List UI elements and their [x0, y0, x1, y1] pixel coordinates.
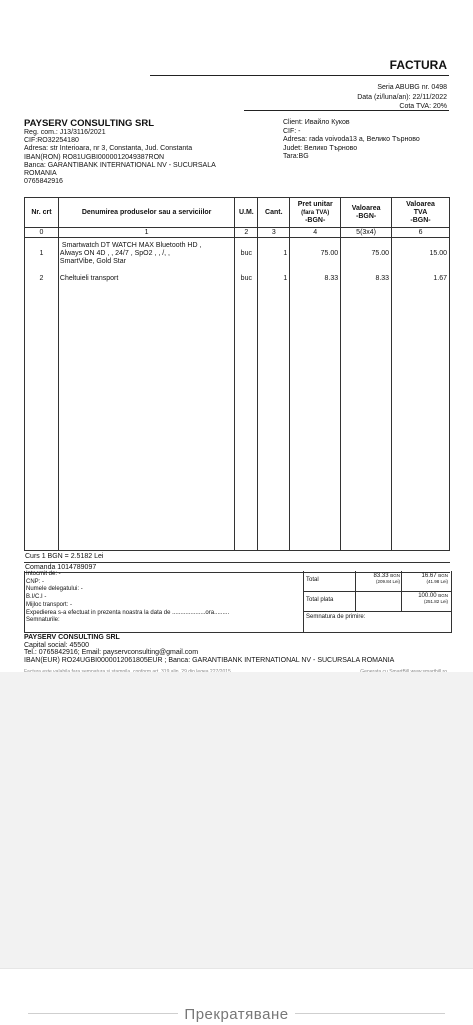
total-value: [356, 573, 400, 584]
client-block: [283, 119, 453, 162]
header-price-l3: -BGN-: [305, 216, 326, 224]
seller-phone: 0765842916: [24, 178, 63, 186]
row1-value: 75.00: [371, 250, 390, 257]
header-vat-l3: -BGN-: [410, 216, 431, 224]
client-cif: CIF: -: [283, 127, 301, 135]
total-vat-value: [402, 573, 448, 584]
row2-name: Cheltuieli transport: [59, 275, 119, 282]
seller-address: Adresa: str Interioara, nr 3, Constanta, Jud. Constanta: [24, 145, 193, 153]
row2-value: 8.33: [375, 275, 390, 282]
pay-lei: (251.82 Lei): [423, 599, 448, 604]
title-divider: [150, 75, 449, 76]
index-cell: 4: [290, 228, 341, 238]
invoice-meta: [357, 83, 447, 112]
header-price: [290, 198, 341, 228]
meta-divider: [244, 110, 449, 111]
pay-label: Total plata: [306, 597, 334, 603]
total-label: Total: [306, 577, 319, 583]
client-address: Adresa: rada voivoda13 a, Велико Търново: [283, 136, 420, 144]
seller-cif: CIF:RO32254180: [24, 137, 79, 145]
delivery-shipping: Expedierea s-a efectuat in prezenta noastra la data de ....................ora.........: [26, 609, 230, 616]
total-vat-lei: (41.98 Lei): [426, 579, 448, 584]
col-price: [290, 238, 341, 551]
seller-bank-country: ROMANIA: [24, 170, 57, 178]
divider: [303, 611, 451, 612]
footer-company-name: PAYSERV CONSULTING SRL: [24, 634, 120, 641]
header-value-l2: -BGN-: [355, 212, 377, 220]
invoice-date: Data (zi/luna/an): 22/11/2022: [357, 93, 447, 101]
seller-reg: Reg. com.: J13/3116/2021: [24, 129, 106, 136]
viewer-background: [0, 672, 473, 968]
seller-bank: Banca: GARANTIBANK INTERNATIONAL NV - SUCURSALA: [24, 161, 216, 169]
header-vat-l2: TVA: [413, 208, 428, 216]
index-cell: 5(3x4): [341, 228, 392, 238]
col-vat: [392, 238, 450, 551]
table-index-row: [25, 228, 450, 238]
exchange-block: [24, 552, 450, 573]
header-price-l2: (fara TVA): [301, 209, 330, 216]
row2-price: 8.33: [324, 275, 339, 282]
footer-contact: Tel.: 0765842916; Email: payservconsulting@gmail.com: [24, 649, 199, 657]
col-value: [341, 238, 392, 551]
exchange-rate: Curs 1 BGN = 2.5182 Lei: [24, 552, 450, 563]
delivery-totals-box: [24, 571, 452, 633]
pay-unit: BGN: [438, 593, 448, 598]
cancel-button[interactable]: [0, 1006, 473, 1023]
index-cell: 0: [25, 228, 59, 238]
row1-name-l3: SmartVibe, Gold Star: [59, 258, 126, 265]
row1-qty: 1: [283, 250, 288, 257]
client-county: Judet: Велико Търново: [283, 144, 358, 152]
header-vat-l1: Valoarea: [406, 200, 435, 208]
col-nr: [25, 238, 59, 551]
header-nr: Nr. crt: [25, 198, 59, 228]
row1-nr: 1: [39, 250, 44, 257]
delivery-cnp: CNP: -: [26, 578, 44, 585]
pay-amount: 100.00: [418, 593, 437, 599]
delivery-transport: Mijloc transport: -: [26, 601, 73, 608]
seller-iban: IBAN(RON) RO81UGBI0000012049387RON: [24, 153, 165, 161]
invoice-series: Seria ABUBG nr. 0498: [377, 84, 447, 91]
client-name: Client: Ивайло Куков: [283, 119, 350, 126]
total-vat-unit: BGN: [438, 573, 448, 578]
seller-name: PAYSERV CONSULTING SRL: [24, 118, 155, 129]
table-header-row: [25, 198, 450, 228]
divider: [303, 591, 451, 592]
delivery-info: [26, 571, 301, 625]
row1-vat: 15.00: [429, 250, 447, 257]
total-amount: 83.33: [373, 573, 389, 579]
index-cell: 6: [392, 228, 450, 238]
row2-nr: 2: [39, 275, 44, 282]
header-vat: [392, 198, 450, 228]
client-country: Tara:BG: [283, 153, 309, 161]
row2-qty: 1: [283, 275, 288, 282]
header-um: U.M.: [235, 198, 258, 228]
header-qty: Cant.: [258, 198, 290, 228]
table-body-row: [25, 238, 450, 551]
delivery-signatures: Semnaturile:: [26, 617, 60, 624]
header-value: [341, 198, 392, 228]
index-cell: 3: [258, 228, 290, 238]
delivery-delegate: Numele delegatului: -: [26, 586, 83, 593]
total-vat-amount: 16.67: [421, 573, 437, 579]
items-table: [24, 197, 450, 551]
cancel-button-label: Прекратяване: [178, 1006, 294, 1023]
seller-block: [24, 118, 254, 186]
signature-label: Semnatura de primire:: [306, 614, 366, 620]
header-price-l1: Pret unitar: [297, 200, 333, 208]
footer-iban: IBAN(EUR) RO24UGBI0000012061805EUR ; Banca: GARANTIBANK INTERNATIONAL NV - SUCURSALA ROMANIA: [24, 656, 395, 664]
index-cell: 1: [58, 228, 234, 238]
invoice-title: FACTURA: [389, 58, 447, 72]
invoice-vat-rate: Cota TVA: 20%: [399, 103, 447, 110]
footer-capital: Capital social: 45500: [24, 641, 89, 649]
index-cell: 2: [235, 228, 258, 238]
order-number: Comanda 1014789097: [24, 563, 450, 573]
header-value-l1: Valoarea: [351, 204, 381, 212]
col-um: [235, 238, 258, 551]
total-lei: (209.84 Lei): [375, 579, 400, 584]
header-name: Denumirea produselor sau a serviciilor: [58, 198, 234, 228]
row1-name-l1: Smartwatch DT WATCH MAX Bluetooth HD ,: [61, 242, 202, 249]
pay-value: [402, 593, 448, 604]
row1-price: 75.00: [320, 250, 339, 257]
total-unit: BGN: [390, 573, 400, 578]
row2-um: buc: [240, 275, 252, 282]
row1-um: buc: [240, 250, 252, 257]
delivery-issued-by: Intocmit de: -: [26, 571, 61, 577]
divider: [303, 571, 304, 632]
col-qty: [258, 238, 290, 551]
delivery-id: B.I/C.I -: [26, 594, 47, 601]
footer-block: [24, 634, 454, 664]
row1-name-l2: Always ON 4D , , 24/7 , SpO2 , , /, ,: [59, 250, 171, 257]
row2-vat: 1.67: [433, 275, 447, 282]
col-name: [58, 238, 234, 551]
